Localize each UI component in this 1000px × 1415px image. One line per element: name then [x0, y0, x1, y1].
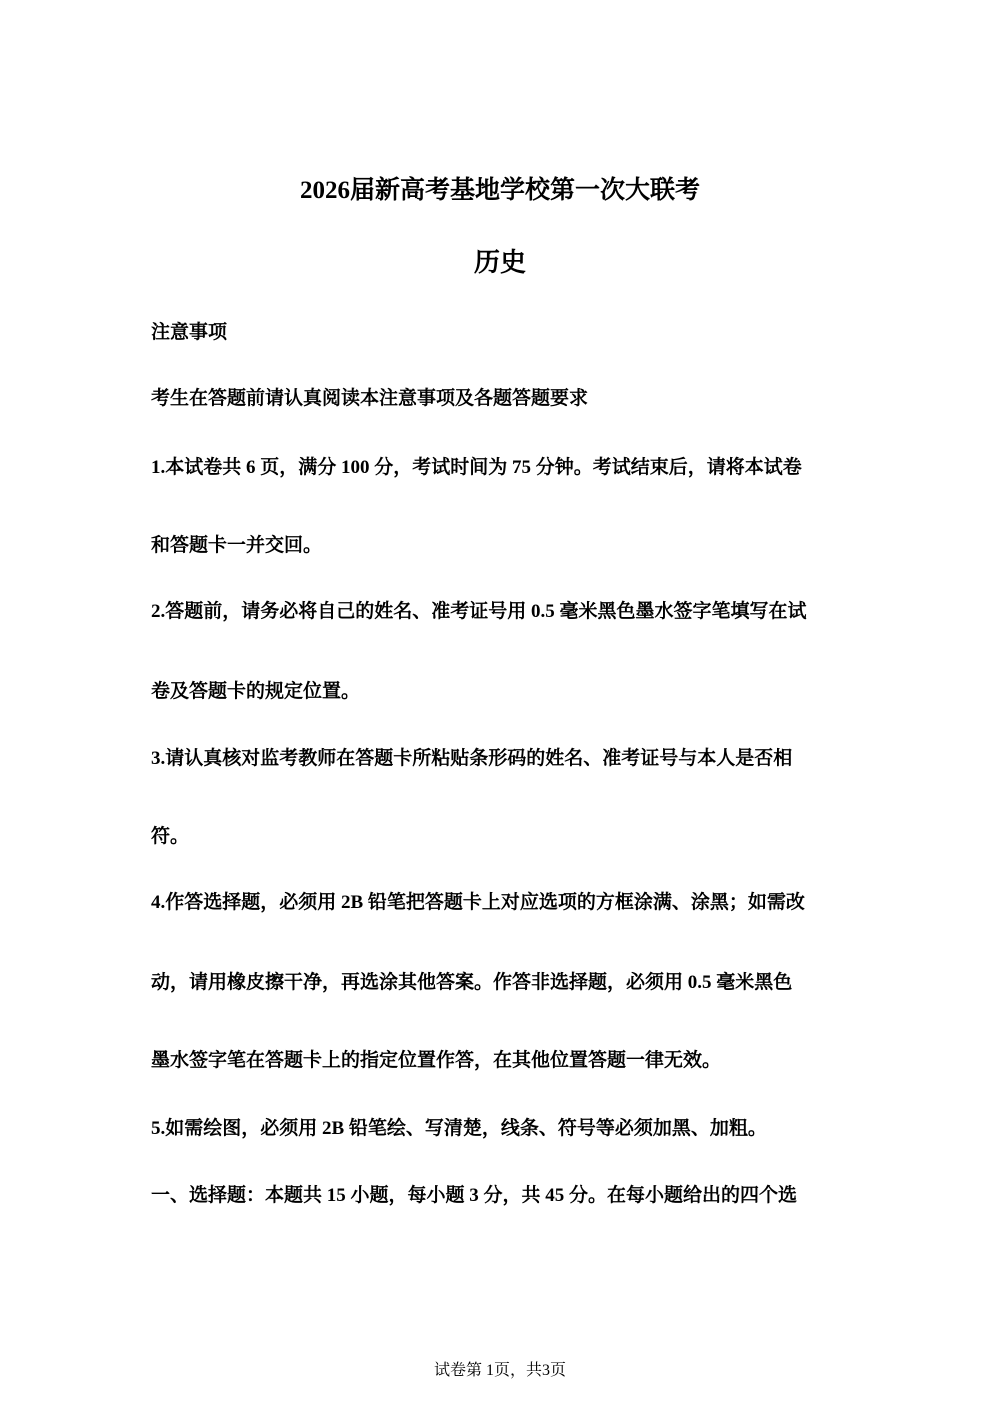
notice-intro: 考生在答题前请认真阅读本注意事项及各题答题要求	[151, 388, 589, 409]
instruction-line: 符。	[151, 826, 190, 847]
notice-heading: 注意事项	[151, 322, 228, 343]
instruction-line: 墨水签字笔在答题卡上的指定位置作答，在其他位置答题一律无效。	[151, 1050, 722, 1071]
subject-title: 历史	[473, 248, 526, 277]
instruction-line: 1.本试卷共 6 页，满分 100 分，考试时间为 75 分钟。考试结束后，请将本试卷	[151, 457, 802, 478]
instruction-line: 2.答题前，请务必将自己的姓名、准考证号用 0.5 毫米黑色墨水签字笔填写在试	[151, 601, 807, 622]
instruction-line: 和答题卡一并交回。	[151, 535, 323, 556]
instruction-line: 卷及答题卡的规定位置。	[151, 681, 361, 702]
instruction-line: 3.请认真核对监考教师在答题卡所粘贴条形码的姓名、准考证号与本人是否相	[151, 748, 793, 769]
instruction-line: 4.作答选择题，必须用 2B 铅笔把答题卡上对应选项的方框涂满、涂黑；如需改	[151, 892, 805, 913]
section-heading: 一、选择题：本题共 15 小题，每小题 3 分，共 45 分。在每小题给出的四个选	[151, 1185, 798, 1206]
page-footer: 试卷第 1页，共3页	[433, 1362, 566, 1379]
instruction-line: 5.如需绘图，必须用 2B 铅笔绘、写清楚，线条、符号等必须加黑、加粗。	[151, 1118, 767, 1139]
instruction-line: 动，请用橡皮擦干净，再选涂其他答案。作答非选择题，必须用 0.5 毫米黑色	[151, 972, 793, 993]
exam-title: 2026届新高考基地学校第一次大联考	[299, 177, 700, 204]
